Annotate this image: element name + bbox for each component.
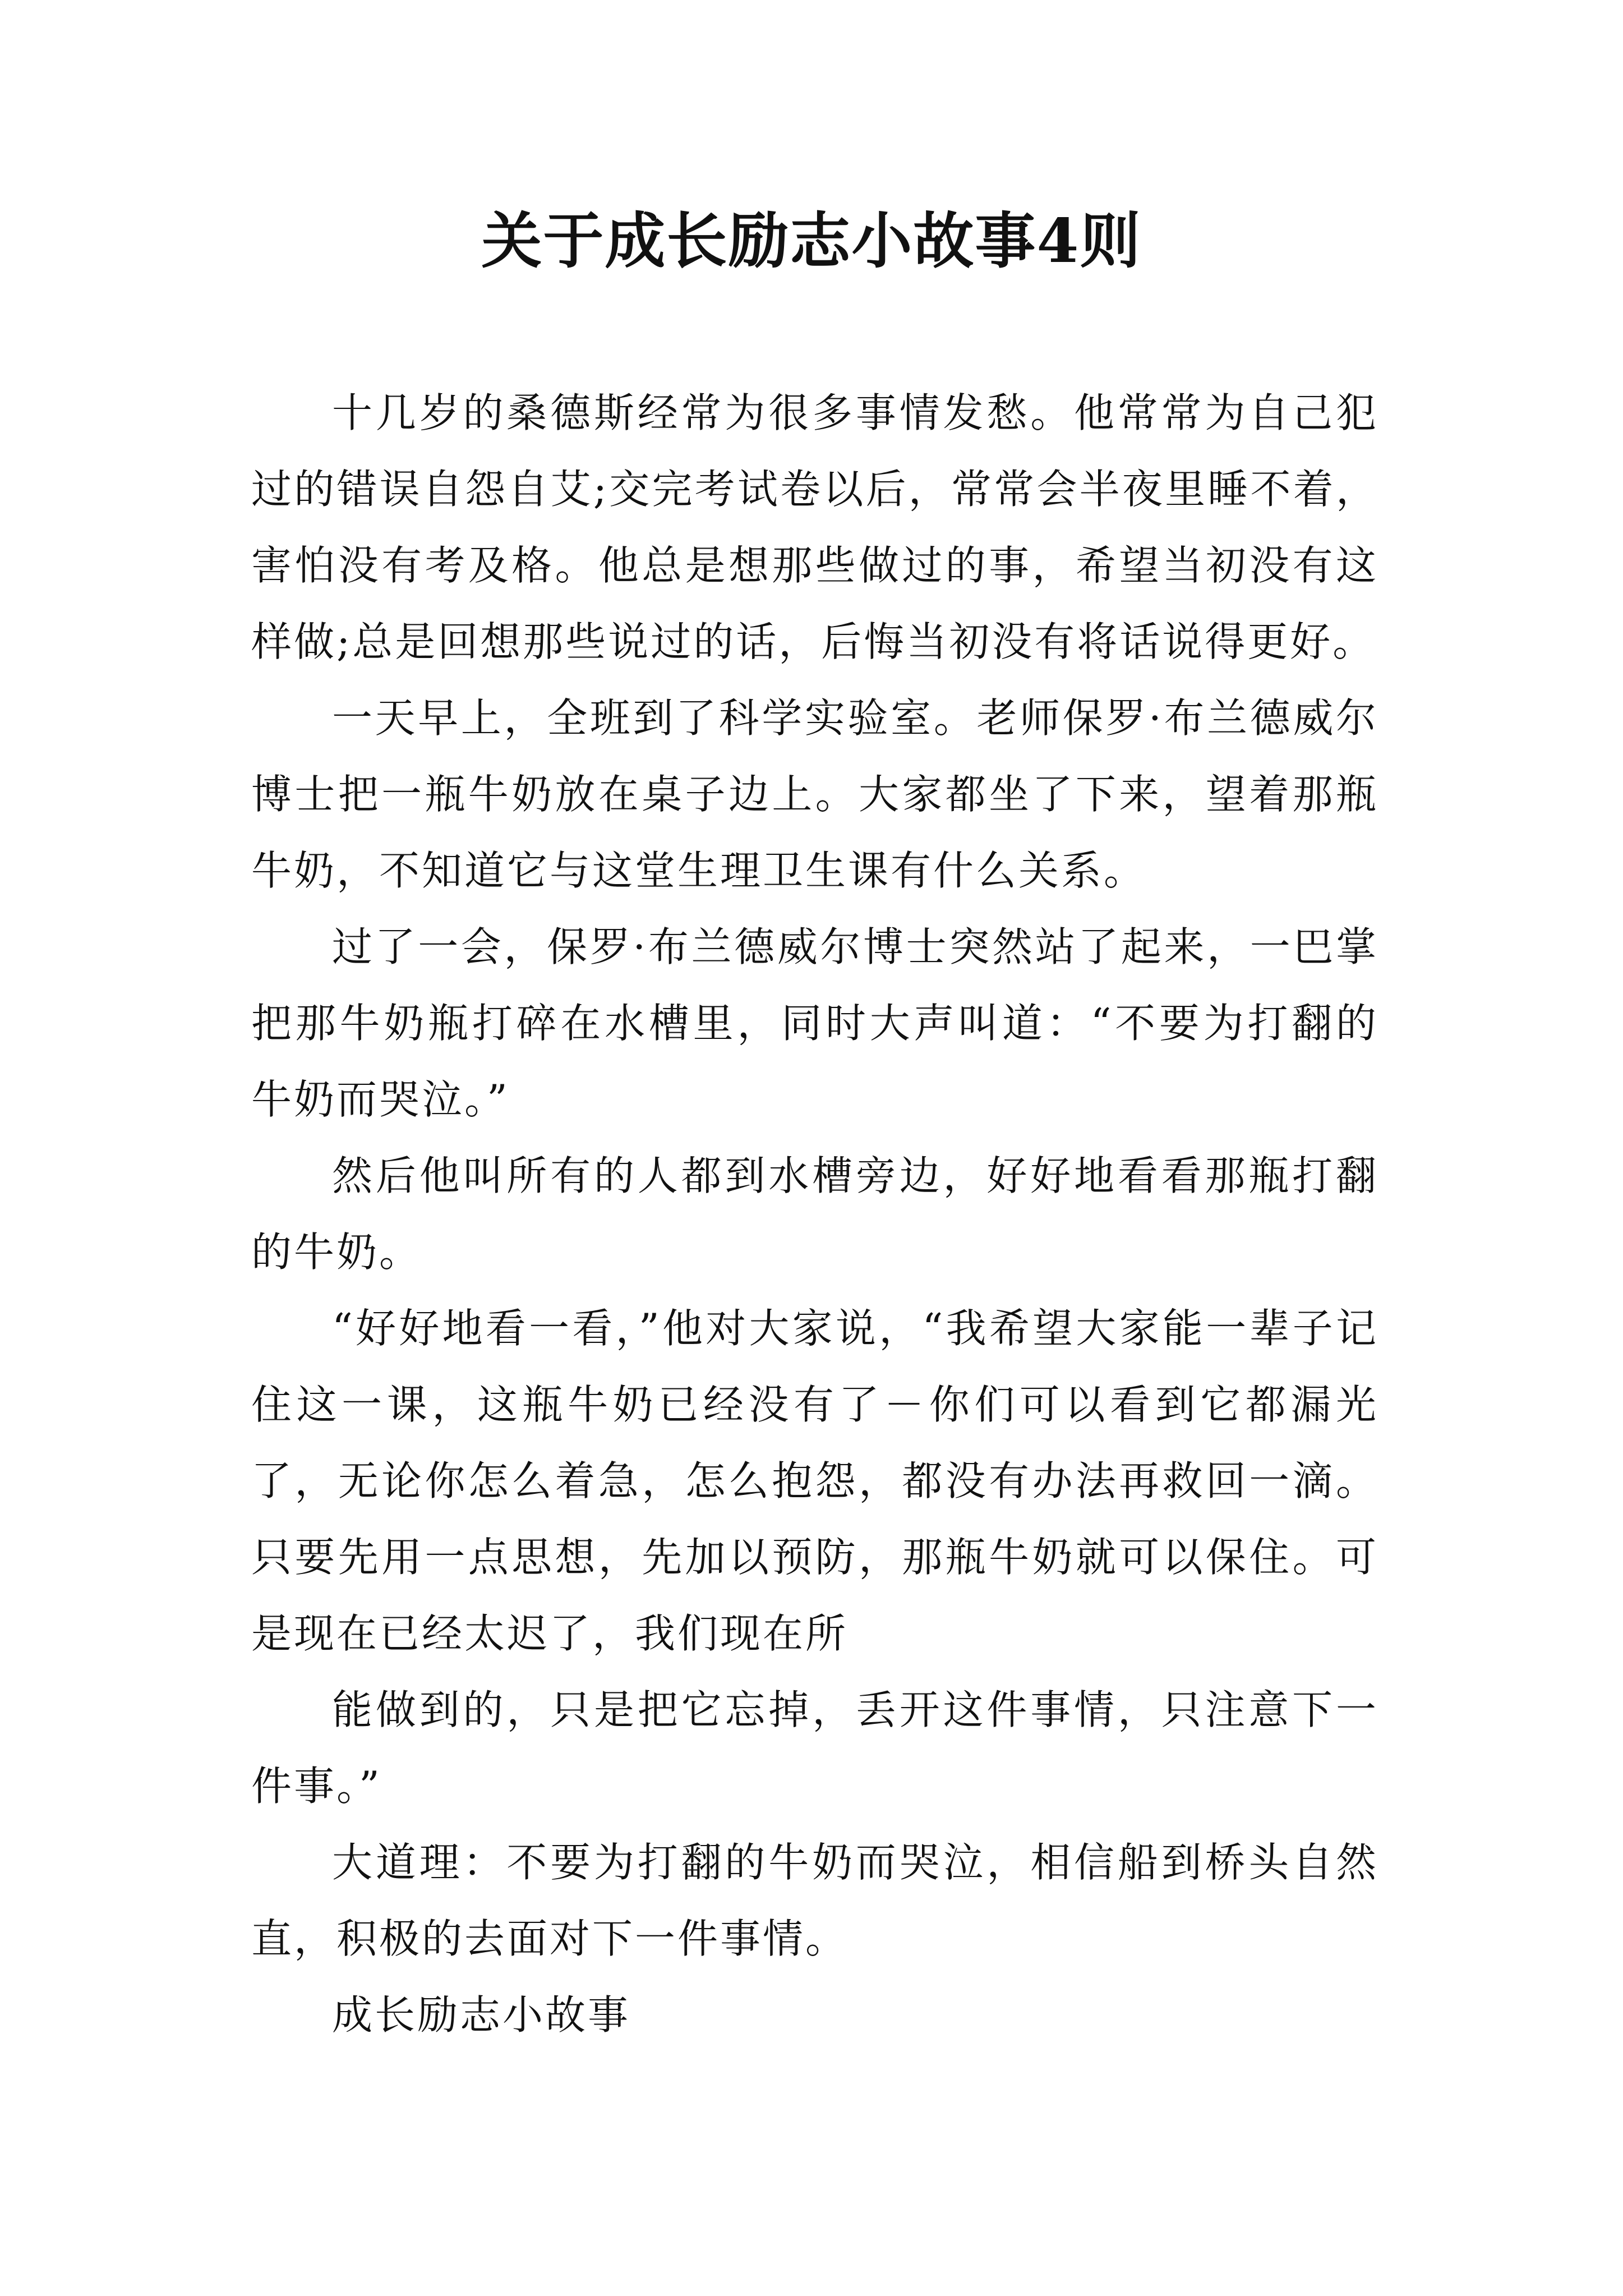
section-heading-story: 成长励志小故事 xyxy=(332,1991,631,2039)
paragraph-4: 然后他叫所有的人都到水槽旁边，好好地看看那瓶打翻的牛奶。 xyxy=(251,1152,1378,1276)
paragraph-3: 过了一会，保罗·布兰德威尔博士突然站了起来，一巴掌把那牛奶瓶打碎在水槽里，同时大声叫道：“不要为打翻的牛奶而哭泣。” xyxy=(251,923,1378,1123)
paragraph-7: 大道理：不要为打翻的牛奶而哭泣，相信船到桥头自然直，积极的去面对下一件事情。 xyxy=(251,1839,1378,1962)
document-body xyxy=(251,375,1378,2053)
paragraph-5: “好好地看一看，”他对大家说，“我希望大家能一辈子记住这一课，这瓶牛奶已经没有了－你们可以看到它都漏光了，无论你怎么着急，怎么抱怨，都没有办法再救回一滴。只要先用一点思想，先加以预防，那瓶牛奶就可以保住。可是现在已经太迟了，我们现在所 xyxy=(251,1305,1378,1657)
document-title: 关于成长励志小故事4则 xyxy=(481,206,1142,277)
paragraph-1: 十几岁的桑德斯经常为很多事情发愁。他常常为自己犯过的错误自怨自艾;交完考试卷以后，常常会半夜里睡不着，害怕没有考及格。他总是想那些做过的事，希望当初没有这样做;总是回想那些说过的话，后悔当初没有将话说得更好。 xyxy=(251,389,1378,665)
paragraph-6: 能做到的，只是把它忘掉，丢开这件事情，只注意下一件事。” xyxy=(251,1686,1378,1810)
paragraph-2: 一天早上，全班到了科学实验室。老师保罗·布兰德威尔博士把一瓶牛奶放在桌子边上。大家都坐了下来，望着那瓶牛奶，不知道它与这堂生理卫生课有什么关系。 xyxy=(251,694,1378,894)
